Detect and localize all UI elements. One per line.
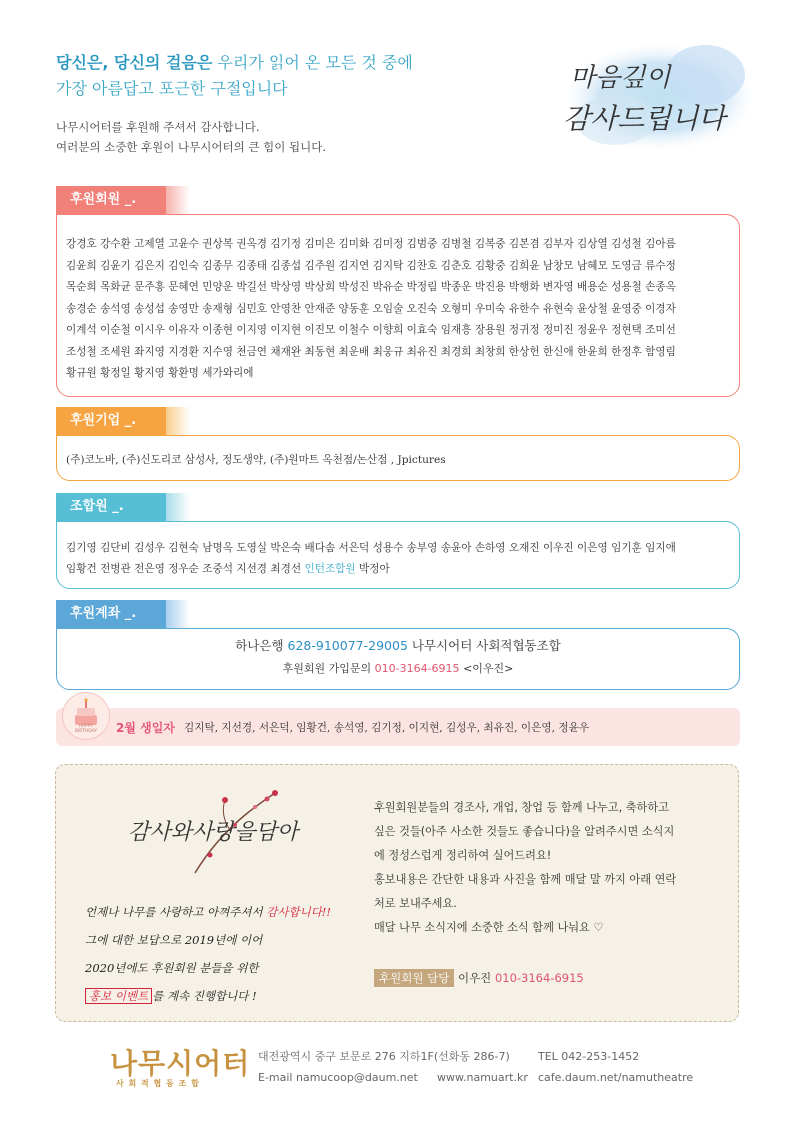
union-tab-fade <box>166 493 190 521</box>
members-row: 황규원 황정일 황지영 황환명 세가와리에 <box>66 367 254 379</box>
brand-logo: 나무시어터 <box>110 1047 251 1080</box>
contact-label: 후원회원 담당 <box>374 969 454 987</box>
union-row: 김기영 김단비 김성우 김현숙 남명옥 도영실 박은숙 배다솜 서은덕 성용수 송부영 송윤아 손하영 오재진 이우진 이은영 임기훈 임지애 <box>66 542 676 554</box>
account-tab: 후원계좌 _. <box>56 600 166 628</box>
account-inquiry: 후원회원 가입문의 010-3164-6915 <이우진> <box>282 662 514 675</box>
companies-tab: 후원기업 _. <box>56 407 166 435</box>
handwritten-note: 언제나 나무를 사랑하고 아껴주셔서 감사합니다!! 그에 대한 보답으로 2019년에 이어 2020년에도 후원회원 분들을 위한 홍보 이벤트 를 계속 진행합니다 ! <box>85 905 332 1003</box>
calligraphy-title: 감사와사랑을담아 <box>128 820 299 845</box>
union-tab: 조합원 _. <box>56 493 166 521</box>
intro-headline: 당신은, 당신의 걸음은 우리가 읽어 온 모든 것 중에 가장 아름답고 포근한 구절입니다 <box>56 53 413 98</box>
footer-email[interactable]: E-mail namucoop@daum.net <box>258 1071 418 1084</box>
members-tab: 후원회원 _. <box>56 186 166 214</box>
members-row: 조성철 조세원 좌지영 지경환 지수영 천금연 채재완 최동현 최운배 최웅규 최유진 최경희 최창희 한상헌 한신애 한윤희 한정후 함영림 <box>66 345 676 358</box>
companies-tab-fade <box>166 407 190 435</box>
thanks-calligraphy-logo <box>555 35 755 155</box>
birthday-names: 김지탁, 지선경, 서은덕, 임황건, 송석영, 김기정, 이지현, 김성우, 최유진, 이은영, 정윤우 <box>184 722 590 734</box>
members-row: 목순희 목화균 문주홍 문혜연 민양운 박길선 박상영 박상희 박성진 박유순 박정림 박종운 박진용 박행화 변자영 배용순 성용철 손종옥 <box>66 281 676 293</box>
inquiry-phone[interactable]: 010-3164-6915 <box>374 662 460 675</box>
members-row: 강경호 강수환 고제열 고윤수 권상복 권옥경 김기정 김미은 김미화 김미정 김범중 김병철 김복중 김본겸 김부자 김상열 김성철 김아름 <box>66 238 676 250</box>
thanks-logo-line1: 마음깊이 <box>570 63 671 93</box>
account-line: 하나은행 628-910077-29005 나무시어터 사회적협동조합 <box>235 638 561 653</box>
companies-text: (주)코노바, (주)신도리코 삼성사, 정도생약, (주)원마트 옥천점/논산점 , Jpictures <box>66 454 446 466</box>
news-contact: 후원회원 담당 이우진 010-3164-6915 <box>374 970 584 986</box>
birthday-badge-text: HAPPY BIRTHDAY <box>74 724 98 734</box>
news-description: 후원회원분들의 경조사, 개업, 창업 등 함께 나누고, 축하하고 싶은 것들(아주 사소한 것들도 좋습니다)을 알려주시면 소식지 에 정성스럽게 정리하여 실어드려요! 홍보내용은 간단한 내용과 사진을 함께 매달 말 까지 아래 연락 처로 보내주세요. 매달 나무 소식지에 소중한 소식 함께 나눠요 ♡ <box>374 801 677 934</box>
thanks-logo-line2: 감사드립니다 <box>563 102 726 135</box>
footer-cafe[interactable]: cafe.daum.net/namutheatre <box>538 1071 694 1084</box>
members-row: 송경순 송석영 송성섭 송영만 송재형 심민호 안영찬 안재준 양동훈 오임술 오진숙 오형미 우미숙 유한수 유현숙 윤상철 윤영중 이경자 <box>66 302 676 315</box>
footer-website[interactable]: www.namuart.kr <box>437 1071 528 1084</box>
brand-logo-sub: 사 회 적 협 동 조 합 <box>116 1079 200 1088</box>
members-list <box>66 234 736 385</box>
account-tab-fade <box>166 600 190 628</box>
contact-phone[interactable]: 010-3164-6915 <box>494 971 584 985</box>
members-row: 김윤희 김윤기 김은지 김인숙 김종무 김종태 김종섭 김주원 김지연 김지탁 김찬호 김춘호 김황중 김희윤 남창모 남혜모 도영금 류수정 <box>66 259 676 272</box>
union-list <box>66 538 676 580</box>
footer-address: 대전광역시 중구 보문로 276 지하1F(선화동 286-7) <box>258 1050 510 1063</box>
intro-text: 나무시어터를 후원해 주셔서 감사합니다. 여러분의 소중한 후원이 나무시어터의 큰 힘이 됩니다. <box>56 120 326 154</box>
members-tab-fade <box>166 186 190 214</box>
intern-label: 인턴조합원 <box>304 563 356 575</box>
footer-tel: TEL 042-253-1452 <box>538 1050 640 1063</box>
union-row: 임황건 전병관 전은영 정우순 조중석 지선경 최경선 인턴조합원 박정아 <box>66 563 390 575</box>
members-row: 이계석 이순철 이시우 이유자 이종현 이지영 이지현 이진모 이철수 이향희 이효숙 임재흥 장용원 정귀정 정미진 정윤우 정현택 조미선 <box>66 324 676 336</box>
account-number[interactable]: 628-910077-29005 <box>287 638 408 653</box>
birthday-cake-icon <box>62 692 110 740</box>
birthday-label: 2월 생일자 <box>116 721 175 735</box>
